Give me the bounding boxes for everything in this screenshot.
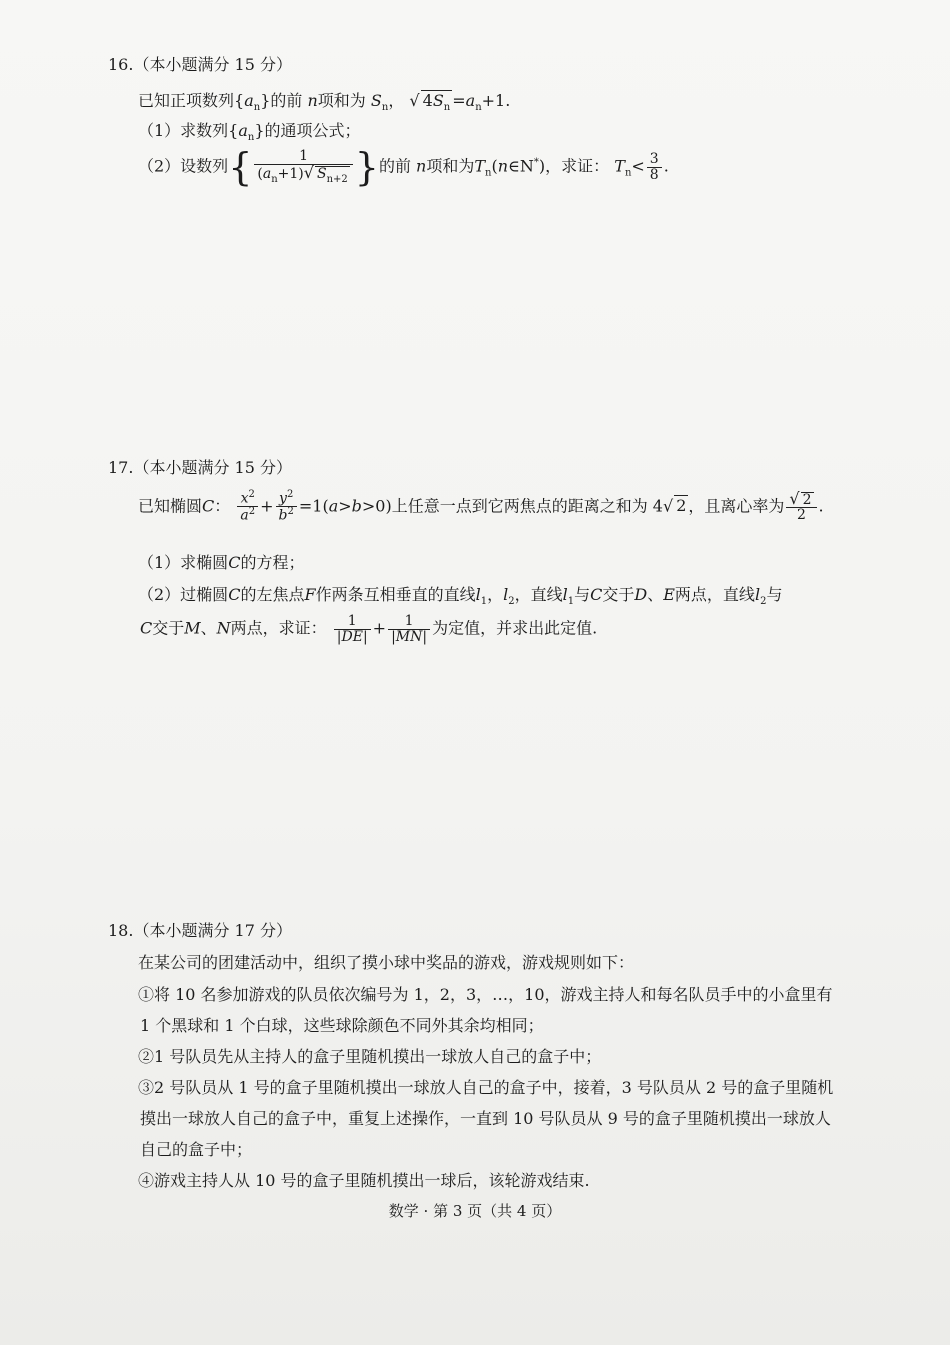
q18-rule-3-cont2: 自己的盒子中； [140, 1140, 253, 1159]
q18-rule-3-cont: 摸出一球放人自己的盒子中，重复上述操作，一直到 10 号队员从 9 号的盒子里随机摸出一球放人 [140, 1109, 831, 1128]
q16-sequence-fraction: $\frac{1}{(a_n+1)√ S_{n+2}}$ [254, 149, 352, 185]
q18-heading: 18.（本小题满分 17 分） [108, 921, 292, 940]
q18-rule-4: ④游戏主持人从 10 号的盒子里随机摸出一球后，该轮游戏结束. [138, 1171, 590, 1190]
q16-heading: 16.（本小题满分 15 分） [108, 55, 292, 74]
q18-rule-2: ②1 号队员先从主持人的盒子里随机摸出一球放人自己的盒子中； [138, 1047, 602, 1066]
page-footer: 数学 · 第 3 页（共 4 页） [388, 1202, 562, 1220]
q18-rule-1: ①将 10 名参加游戏的队员依次编号为 1，2，3，…，10，游戏主持人和每名队员手中的小盒里有 [138, 985, 833, 1004]
q17-part1: （1）求椭圆C的方程； [138, 553, 305, 572]
q18-line-1: 在某公司的团建活动中，组织了摸小球中奖品的游戏，游戏规则如下： [138, 953, 635, 972]
q16-statement: 已知正项数列$\{a_n\}$的前 n项和为 $S_n$， √ $4S_n =a_n+1$. [138, 91, 511, 114]
q16-part1: （1）求数列$\{a_n\}$的通项公式； [138, 121, 361, 144]
q17-heading: 17.（本小题满分 15 分） [108, 458, 292, 477]
q18-rule-1-cont: 1 个黑球和 1 个白球，这些球除颜色不同外其余均相同； [140, 1016, 544, 1035]
q17-part2: （2）过椭圆C的左焦点F作两条互相垂直的直线$l_1$，$l_2$，直线$l_1$与C交于D、E两点，直线$l_2$与 [138, 585, 783, 608]
q18-rule-3: ③2 号队员从 1 号的盒子里随机摸出一球放人自己的盒子中，接着，3 号队员从 2 号的盒子里随机 [138, 1078, 834, 1097]
q17-statement: 已知椭圆C： $\frac{x^2}{a^2}$ + $\frac{y^2}{b^2}$ =1(a>b>0)上任意一点到它两焦点的距离之和为 4√ 2 ，且离心率为 $\frac{√ 2}{2}$ . [138, 488, 824, 524]
q17-part2-cont: C交于M、N两点，求证： $\frac{1}{|DE|}$ + $\frac{1}{|MN|}$ 为定值，并求出此定值. [140, 613, 598, 645]
q16-part2: （2）设数列{ $\frac{1}{(a_n+1)√ S_{n+2}}$ }的前 n项和为$T_n(n\in N^*)$，求证： $T_n<$ $\frac{3}{8}$ . [138, 145, 669, 189]
